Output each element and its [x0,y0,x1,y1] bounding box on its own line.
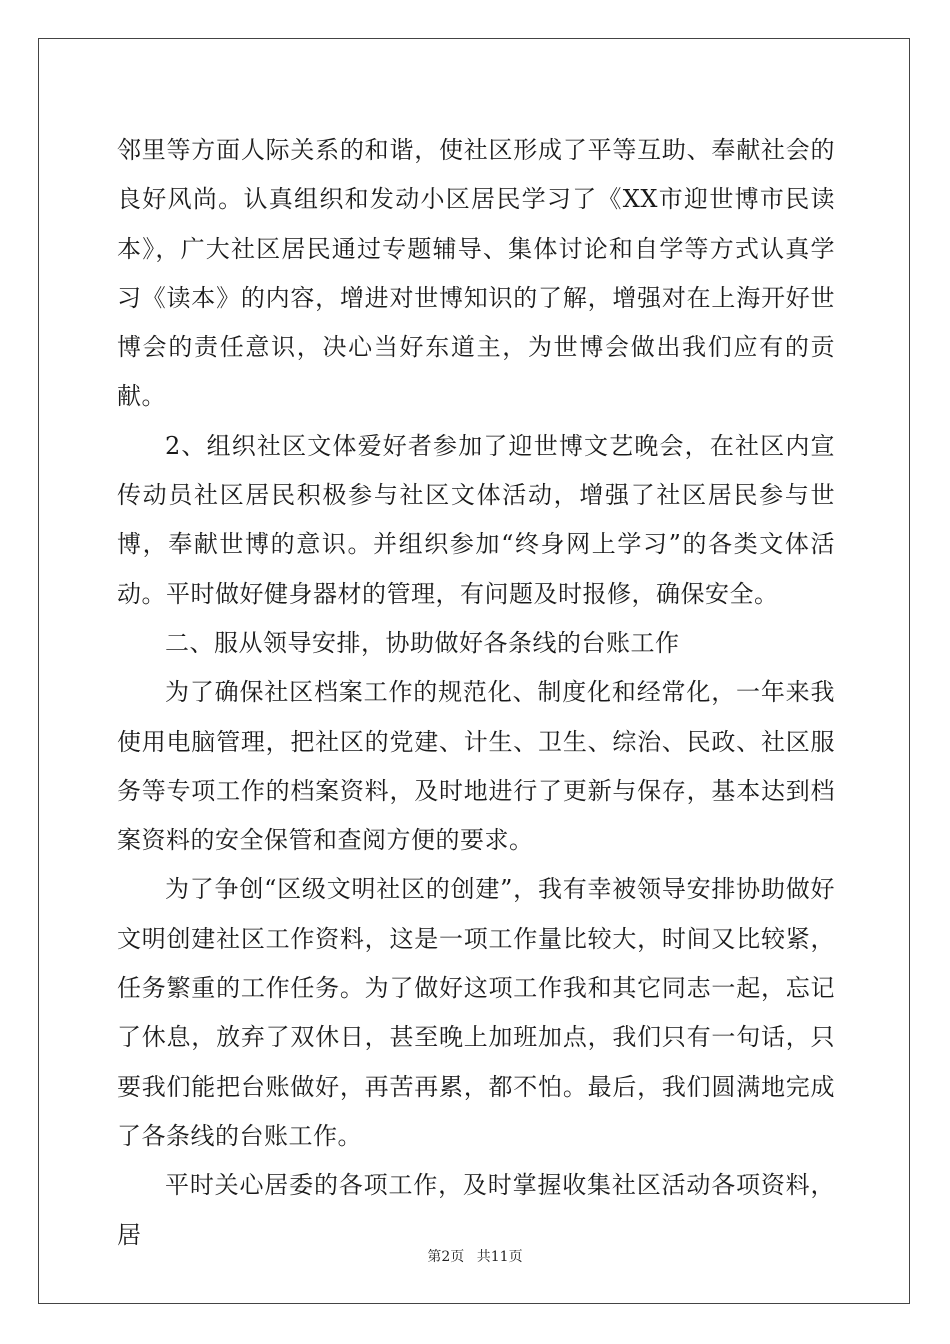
paragraph-2: 2、组织社区文体爱好者参加了迎世博文艺晚会，在社区内宣传动员社区居民积极参与社区文体活动，增强了社区居民参与世博，奉献世博的意识。并组织参加“终身网上学习”的各类文体活动。平时做好健身器材的管理，有问题及时报修，确保安全。 [117,431,835,608]
paragraph-1: 邻里等方面人际关系的和谐，使社区形成了平等互助、奉献社会的良好风尚。认真组织和发动小区居民学习了《XX市迎世博市民读本》，广大社区居民通过专题辅导、集体讨论和自学等方式认真学习《读本》的内容，增进对世博知识的了解，增强对在上海开好世博会的责任意识，决心当好东道主，为世博会做出我们应有的贡献。 [117,136,835,411]
document-body [117,126,835,1260]
page-footer [0,1246,950,1266]
section-heading: 二、服从领导安排，协助做好各条线的台账工作 [165,628,680,657]
paragraph-4: 为了争创“区级文明社区的创建”，我有幸被领导安排协助做好文明创建社区工作资料，这是一项工作量比较大，时间又比较紧，任务繁重的工作任务。为了做好这项工作我和其它同志一起，忘记了休息，放弃了双休日，甚至晚上加班加点，我们只有一句话，只要我们能把台账做好，再苦再累，都不怕。最后，我们圆满地完成了各条线的台账工作。 [117,875,835,1150]
paragraph-5: 平时关心居委的各项工作，及时掌握收集社区活动各项资料，居 [117,1171,835,1249]
page-total: 共11页 [476,1249,523,1265]
page-number: 第2页 [427,1249,465,1265]
paragraph-3: 为了确保社区档案工作的规范化、制度化和经常化，一年来我使用电脑管理，把社区的党建、计生、卫生、综治、民政、社区服务等专项工作的档案资料，及时地进行了更新与保存，基本达到档案资料的安全保管和查阅方便的要求。 [117,678,835,855]
